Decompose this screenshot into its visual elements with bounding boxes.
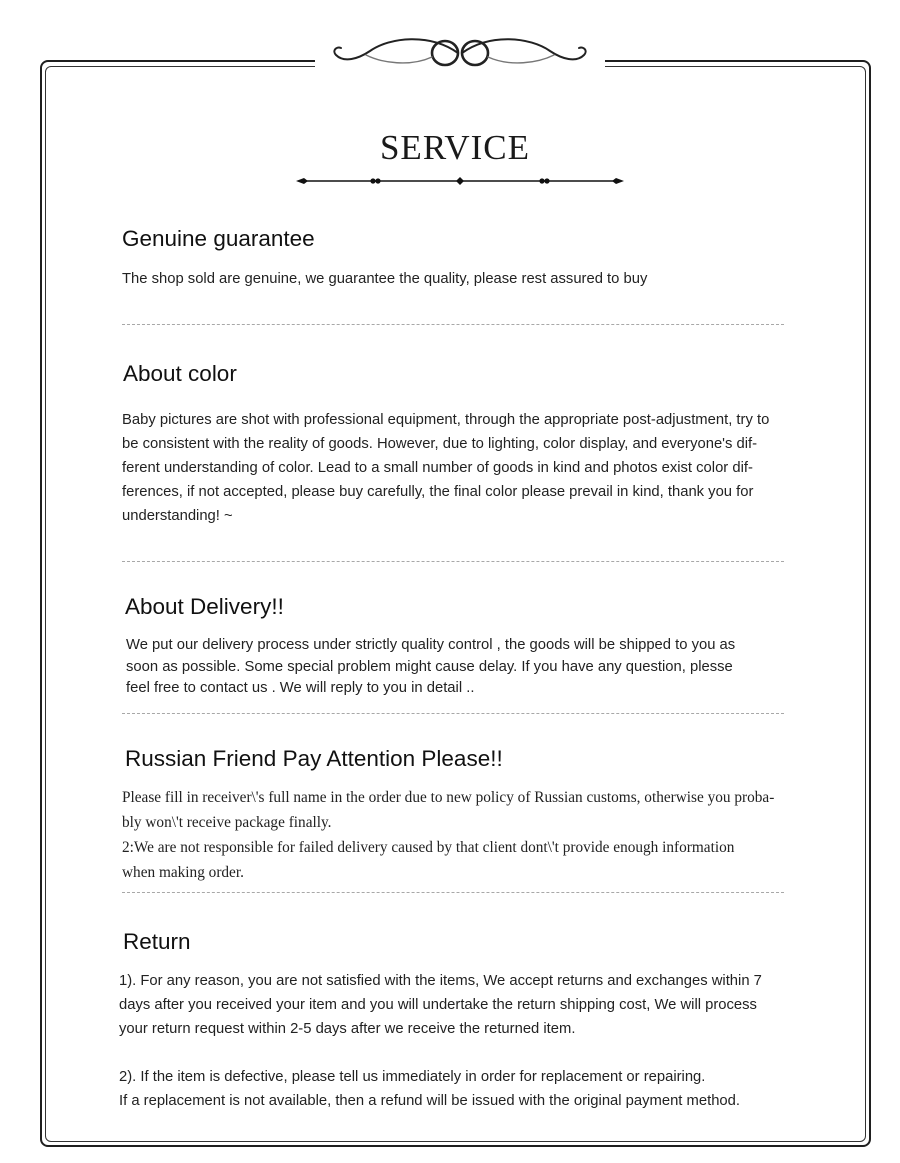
flourish-ornament-icon (330, 33, 590, 75)
text-line: your return request within 2-5 days after we receive the returned item. (119, 1021, 576, 1037)
russian-friend-heading: Russian Friend Pay Attention Please!! (125, 746, 503, 771)
text-line: We put our delivery process under strictly quality control , the goods will be shipped to you as (126, 637, 736, 653)
section-divider (122, 713, 784, 714)
about-color-text (122, 408, 769, 528)
about-delivery-text (126, 635, 735, 700)
return-heading: Return (123, 929, 191, 954)
about-color-heading: About color (123, 361, 237, 386)
about-delivery-heading: About Delivery!! (125, 594, 284, 619)
text-line: Please fill in receiver\'s full name in the order due to new policy of Russian customs, otherwise you proba- (122, 789, 775, 806)
text-line: The shop sold are genuine, we guarantee the quality, please rest assured to buy (122, 271, 648, 287)
title-rule-ornament-icon (294, 172, 626, 190)
paragraph-gap (119, 1041, 762, 1065)
text-line: Baby pictures are shot with professional equipment, through the appropriate post-adjustment, try to (122, 412, 770, 428)
text-line: soon as possible. Some special problem might cause delay. If you have any question, plesse (126, 658, 733, 675)
text-line: 1). For any reason, you are not satisfied with the items, We accept returns and exchanges within 7 (119, 973, 762, 989)
text-line: 2:We are not responsible for failed delivery caused by that client dont\'t provide enough information (122, 839, 735, 856)
text-line: ferences, if not accepted, please buy carefully, the final color please prevail in kind, thank you for (122, 484, 754, 500)
text-line: bly won\'t receive package finally. (122, 814, 332, 831)
genuine-guarantee-text (122, 267, 647, 291)
return-text (119, 969, 762, 1113)
text-line: feel free to contact us . We will reply to you in detail .. (126, 680, 475, 696)
genuine-guarantee-heading: Genuine guarantee (122, 226, 315, 251)
section-divider (122, 561, 784, 562)
text-line: 2). If the item is defective, please tell us immediately in order for replacement or repairing. (119, 1069, 706, 1085)
section-divider (122, 324, 784, 325)
text-line: understanding! ~ (122, 508, 233, 524)
page-title: SERVICE (379, 128, 531, 167)
text-line: when making order. (122, 864, 244, 881)
text-line: If a replacement is not available, then a refund will be issued with the original payment method. (119, 1093, 740, 1109)
russian-friend-text (122, 785, 774, 885)
text-line: be consistent with the reality of goods. However, due to lighting, color display, and everyone's dif- (122, 436, 758, 452)
text-line: ferent understanding of color. Lead to a small number of goods in kind and photos exist color dif- (122, 460, 753, 476)
section-divider (122, 892, 784, 893)
text-line: days after you received your item and you will undertake the return shipping cost, We will process (119, 997, 757, 1013)
